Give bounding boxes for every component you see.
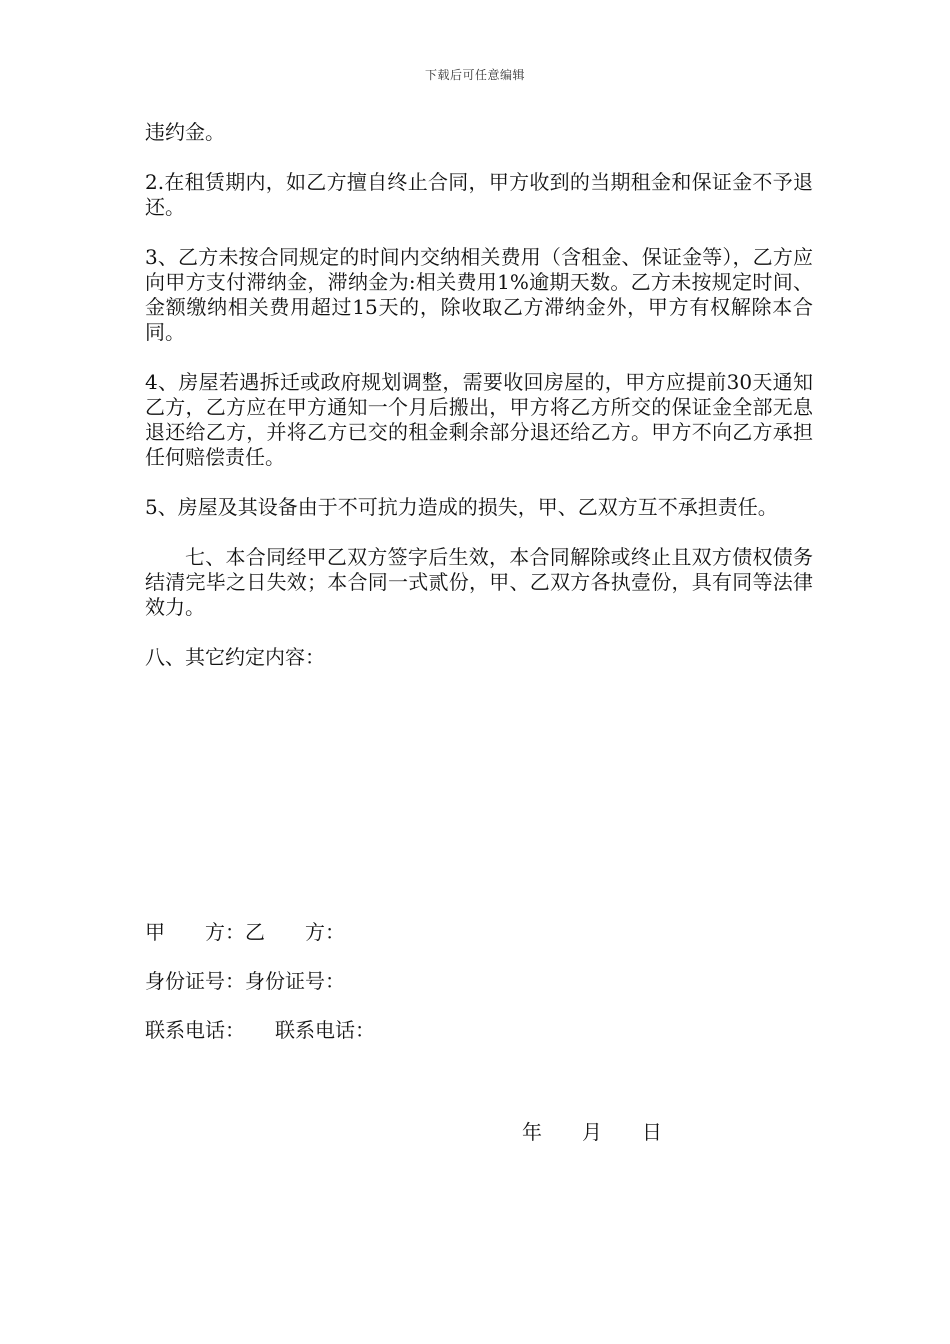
party-a-label: 甲 方： [145, 920, 245, 944]
paragraph-section-7: 七、本合同经甲乙双方签字后生效，本合同解除或终止且双方债权债务结清完毕之日失效；本合同一式贰份，甲、乙双方各执壹份，具有同等法律效力。 [145, 545, 813, 619]
id-b-label: 身份证号： [245, 969, 345, 993]
paragraph-section-8: 八、其它约定内容： [145, 645, 325, 669]
document-body [145, 120, 813, 695]
id-a-label: 身份证号： [145, 969, 245, 993]
paragraph-clause-5: 5、房屋及其设备由于不可抗力造成的损失，甲、乙双方互不承担责任。 [145, 495, 778, 519]
phone-b-label: 联系电话： [275, 1018, 375, 1042]
signature-block [145, 920, 375, 1067]
phone-a-label: 联系电话： [145, 1018, 275, 1042]
id-number-line [145, 969, 375, 994]
page-header: 下载后可任意编辑 [424, 68, 525, 82]
paragraph-clause-4: 4、房屋若遇拆迁或政府规划调整，需要收回房屋的，甲方应提前30天通知乙方，乙方应在甲方通知一个月后搬出，甲方将乙方所交的保证金全部无息退还给乙方，并将乙方已交的租金剩余部分退还给乙方。甲方不向乙方承担任何赔偿责任。 [145, 370, 813, 469]
phone-line [145, 1018, 375, 1043]
paragraph-clause-3: 3、乙方未按合同规定的时间内交纳相关费用（含租金、保证金等），乙方应向甲方支付滞纳金，滞纳金为:相关费用1%逾期天数。乙方未按规定时间、金额缴纳相关费用超过15天的，除收取乙方滞纳金外，甲方有权解除本合同。 [145, 245, 813, 344]
paragraph-penalty-tail: 违约金。 [145, 120, 225, 144]
party-line [145, 920, 375, 945]
paragraph-clause-2: 2.在租赁期内，如乙方擅自终止合同，甲方收到的当期租金和保证金不予退还。 [145, 170, 813, 219]
signing-date: 年 月 日 [522, 1120, 662, 1144]
party-b-label: 乙 方： [245, 920, 345, 944]
